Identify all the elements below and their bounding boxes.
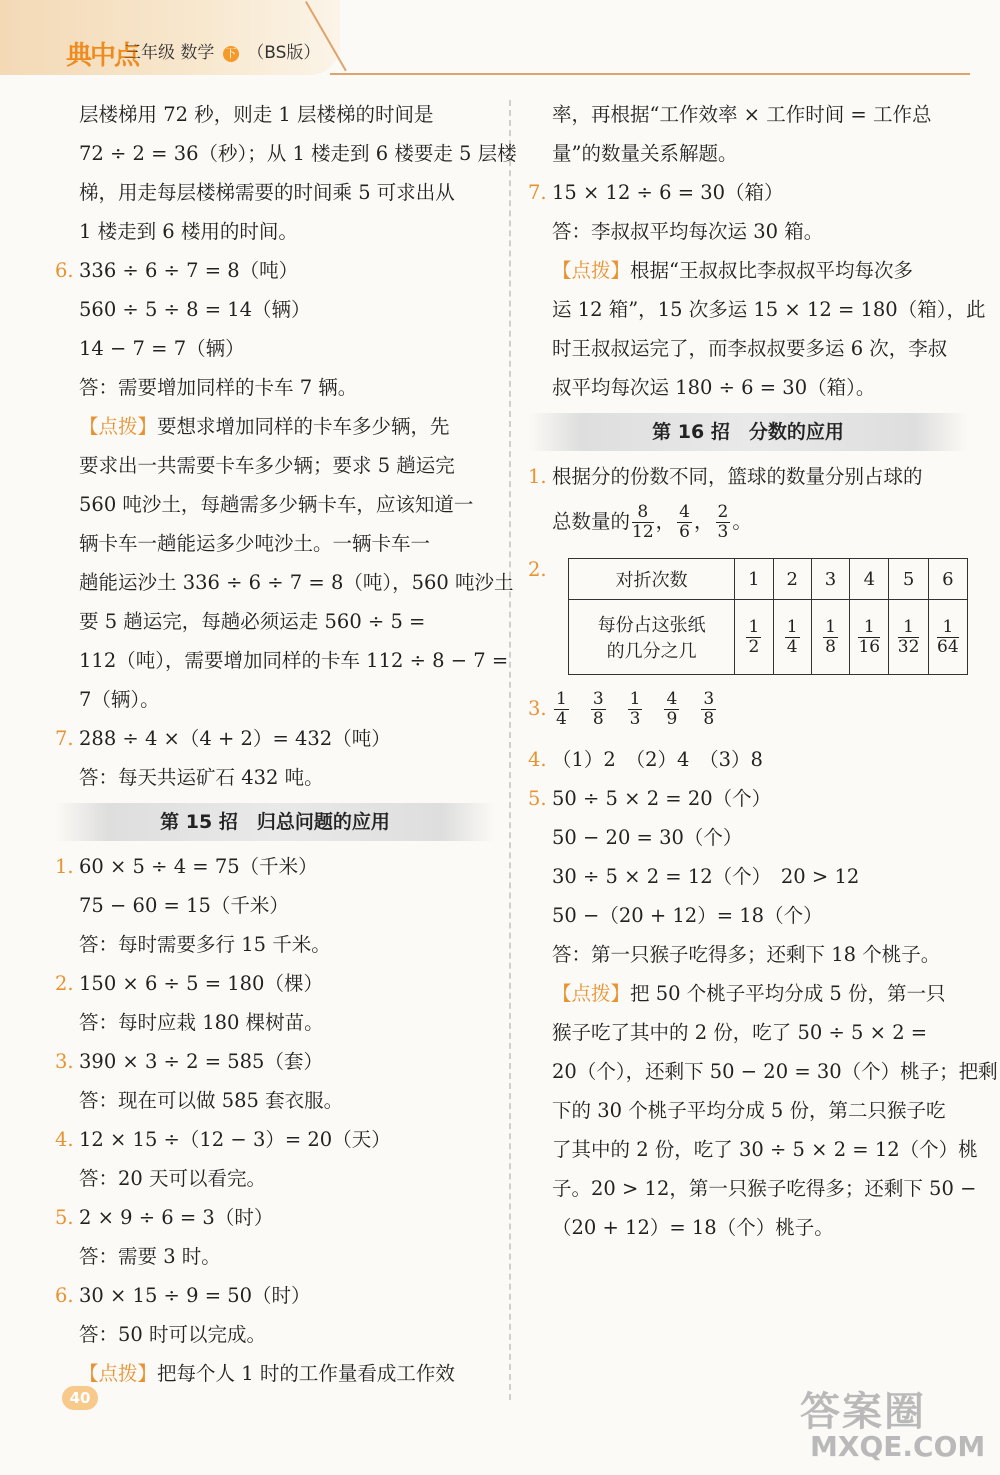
numerator: 1 bbox=[629, 689, 641, 710]
answer-item bbox=[55, 964, 495, 1003]
numerator: 1 bbox=[858, 618, 880, 638]
answer-item bbox=[528, 457, 968, 496]
item-text: 336 ÷ 6 ÷ 7 = 8（吨） bbox=[79, 259, 299, 282]
line-text: 运 12 箱”，15 次多运 15 × 12 = 180（箱），此 bbox=[552, 298, 986, 321]
text-line bbox=[55, 212, 495, 251]
count-cell: 3 bbox=[811, 559, 849, 600]
q1-fraction bbox=[677, 503, 692, 541]
text-line bbox=[528, 290, 986, 329]
book-edition: （BS版） bbox=[247, 43, 321, 63]
fraction-cell bbox=[889, 600, 928, 675]
right-bottom-block bbox=[528, 740, 998, 1247]
numerator: 1 bbox=[556, 689, 567, 710]
cell-fraction bbox=[858, 618, 880, 656]
item-number: 2. bbox=[55, 972, 74, 995]
watermark-logo: 答案圈 bbox=[800, 1389, 926, 1435]
tip-line bbox=[55, 407, 495, 446]
text-line bbox=[55, 758, 495, 797]
fold-table bbox=[568, 558, 968, 675]
cell-fraction bbox=[898, 618, 920, 656]
q2-block bbox=[528, 558, 968, 678]
text-line bbox=[55, 485, 495, 524]
fraction-cell bbox=[773, 600, 811, 675]
q1-fraction-list bbox=[630, 502, 732, 542]
line-text: 答：每时需要多行 15 千米。 bbox=[79, 933, 331, 956]
line-text: 560 吨沙土，每趟需多少辆卡车，应该知道一 bbox=[79, 493, 474, 516]
q1-pre-text: 总数量的 bbox=[552, 510, 631, 533]
q2-number: 2. bbox=[528, 558, 547, 581]
tip-label: 【点拨】 bbox=[552, 259, 631, 282]
text-line bbox=[528, 857, 968, 896]
column-divider bbox=[509, 100, 511, 1400]
line-text: 了其中的 2 份，吃了 30 ÷ 5 × 2 = 12（个）桃 bbox=[552, 1138, 978, 1161]
item-number: 6. bbox=[55, 259, 74, 282]
line-text: 要求出一共需要卡车多少辆；要求 5 趟运完 bbox=[79, 454, 455, 477]
q3-number: 3. bbox=[528, 697, 547, 720]
item-number: 6. bbox=[55, 1284, 74, 1307]
line-text: 20（个），还剩下 50 − 20 = 30（个）桃子；把剩 bbox=[552, 1060, 998, 1083]
line-text: 答：现在可以做 585 套衣服。 bbox=[79, 1089, 344, 1112]
right-top-block bbox=[528, 95, 986, 496]
item-number: 4. bbox=[55, 1128, 74, 1151]
tip-line bbox=[528, 251, 968, 290]
answer-item bbox=[55, 719, 495, 758]
denominator: 2 bbox=[748, 636, 760, 657]
line-text: 答：需要增加同样的卡车 7 辆。 bbox=[79, 376, 358, 399]
line-text: 答：李叔叔平均每次运 30 箱。 bbox=[552, 220, 824, 243]
numerator: 8 bbox=[632, 503, 654, 523]
text-line bbox=[528, 896, 968, 935]
numerator: 4 bbox=[666, 689, 678, 710]
line-text: 叔平均每次运 180 ÷ 6 = 30（箱）。 bbox=[552, 376, 876, 399]
numerator: 1 bbox=[937, 618, 959, 638]
line-text: 时王叔叔运完了，而李叔叔要多运 6 次，李叔 bbox=[552, 337, 948, 360]
item-text: 2 × 9 ÷ 6 = 3（时） bbox=[79, 1206, 274, 1229]
tip-text: 把 50 个桃子平均分成 5 份，第一只 bbox=[630, 982, 946, 1005]
line-text: 子。20 > 12，第一只猴子吃得多；还剩下 50 − bbox=[552, 1177, 977, 1200]
text-line bbox=[528, 212, 968, 251]
line-text: 梯，用走每层楼梯需要的时间乘 5 可求出从 bbox=[79, 181, 455, 204]
q3-line bbox=[528, 678, 968, 740]
line-text: 72 ÷ 2 = 36（秒）；从 1 楼走到 6 楼要走 5 层楼 bbox=[79, 142, 517, 165]
text-line bbox=[55, 602, 495, 641]
text-line bbox=[55, 563, 514, 602]
q3-fraction bbox=[628, 690, 643, 728]
item-text: 390 × 3 ÷ 2 = 585（套） bbox=[79, 1050, 323, 1073]
text-line bbox=[528, 1052, 998, 1091]
text-line bbox=[528, 818, 968, 857]
line-text: 答：第一只猴子吃得多；还剩下 18 个桃子。 bbox=[552, 943, 941, 966]
tip-label: 【点拨】 bbox=[552, 982, 631, 1005]
text-line bbox=[528, 368, 968, 407]
q3-fraction-list bbox=[528, 689, 736, 729]
item-text: （1）2 （2）4 （3）8 bbox=[552, 748, 763, 771]
section-title: 第 16 招 分数的应用 bbox=[528, 413, 968, 451]
item-number: 4. bbox=[528, 748, 547, 771]
line-text: 50 −（20 + 12）= 18（个） bbox=[552, 904, 823, 927]
count-cell: 1 bbox=[735, 559, 773, 600]
header-rule bbox=[330, 73, 970, 75]
fraction-head-line-1: 每份占这张纸 bbox=[597, 615, 706, 636]
denominator: 32 bbox=[897, 636, 920, 657]
fraction-cell bbox=[735, 600, 773, 675]
item-text: 50 ÷ 5 × 2 = 20（个） bbox=[552, 787, 772, 810]
fold-table-head-count: 对折次数 bbox=[569, 559, 735, 600]
item-number: 1. bbox=[528, 465, 547, 488]
denominator: 8 bbox=[825, 636, 836, 657]
item-number: 7. bbox=[55, 727, 74, 750]
numerator: 1 bbox=[825, 616, 836, 637]
tip-text: 要想求增加同样的卡车多少辆，先 bbox=[157, 415, 450, 438]
numerator: 1 bbox=[786, 616, 798, 637]
count-cell: 5 bbox=[889, 559, 928, 600]
text-line bbox=[55, 95, 495, 134]
denominator: 9 bbox=[666, 709, 678, 729]
text-line bbox=[528, 95, 968, 134]
text-line bbox=[55, 1159, 495, 1198]
denominator: 8 bbox=[703, 709, 715, 729]
item-text: 288 ÷ 4 ×（4 + 2）= 432（吨） bbox=[79, 727, 391, 750]
q1-fraction bbox=[632, 503, 654, 541]
text-line bbox=[55, 290, 495, 329]
q3-fraction bbox=[591, 690, 606, 728]
tip-line bbox=[55, 1354, 495, 1393]
tip-text: 根据“王叔叔比李叔叔平均每次多 bbox=[630, 259, 913, 282]
line-text: 答：20 天可以看完。 bbox=[79, 1167, 267, 1190]
text-line bbox=[55, 446, 495, 485]
denominator: 3 bbox=[629, 709, 641, 729]
fold-table-row-fraction bbox=[569, 600, 968, 675]
item-text: 15 × 12 ÷ 6 = 30（箱） bbox=[552, 181, 784, 204]
line-text: 猴子吃了其中的 2 份，吃了 50 ÷ 5 × 2 = bbox=[552, 1021, 928, 1044]
line-text: 量”的数量关系解题。 bbox=[552, 142, 738, 165]
item-text: 30 × 15 ÷ 9 = 50（时） bbox=[79, 1284, 311, 1307]
text-line bbox=[55, 1315, 495, 1354]
denominator: 4 bbox=[786, 636, 798, 657]
fraction-cell bbox=[850, 600, 889, 675]
book-title-text: 三年级 数学 bbox=[124, 43, 215, 63]
watermark-url: MXQE.COM bbox=[810, 1430, 986, 1463]
text-line bbox=[55, 641, 509, 680]
fraction-head-line-2: 的几分之几 bbox=[606, 641, 697, 662]
item-number: 7. bbox=[528, 181, 547, 204]
q1-end-text: 。 bbox=[732, 510, 752, 533]
right-column bbox=[528, 95, 998, 1247]
answer-item bbox=[528, 173, 968, 212]
count-cell: 6 bbox=[928, 559, 967, 600]
section-title: 第 15 招 归总问题的应用 bbox=[55, 803, 495, 841]
item-text: 150 × 6 ÷ 5 = 180（棵） bbox=[79, 972, 323, 995]
q1-fraction bbox=[716, 503, 731, 541]
line-text: 答：50 时可以完成。 bbox=[79, 1323, 267, 1346]
q3-fraction bbox=[701, 690, 716, 728]
item-number: 3. bbox=[55, 1050, 74, 1073]
text-line bbox=[55, 173, 495, 212]
text-line bbox=[528, 1169, 977, 1208]
text-line bbox=[55, 134, 517, 173]
line-text: 75 − 60 = 15（千米） bbox=[79, 894, 289, 917]
line-text: （20 + 12）= 18（个）桃子。 bbox=[552, 1216, 834, 1239]
text-line bbox=[528, 329, 968, 368]
denominator: 6 bbox=[679, 522, 690, 542]
text-line bbox=[528, 1091, 968, 1130]
fold-table-row-count bbox=[569, 559, 968, 600]
tip-label: 【点拨】 bbox=[79, 415, 158, 438]
answer-item bbox=[55, 1120, 495, 1159]
line-text: 答：每天共运矿石 432 吨。 bbox=[79, 766, 324, 789]
fraction-separator: ， bbox=[694, 510, 714, 533]
text-line bbox=[55, 524, 495, 563]
q3-fraction bbox=[554, 690, 569, 728]
line-text: 答：每时应栽 180 棵树苗。 bbox=[79, 1011, 324, 1034]
line-text: 率，再根据“工作效率 × 工作时间 = 工作总 bbox=[552, 103, 932, 126]
text-line bbox=[55, 886, 495, 925]
fraction-cell bbox=[928, 600, 967, 675]
text-line bbox=[55, 1081, 495, 1120]
edition-mark: 下 bbox=[223, 46, 239, 62]
line-text: 下的 30 个桃子平均分成 5 份，第二只猴子吃 bbox=[552, 1099, 946, 1122]
denominator: 8 bbox=[592, 709, 604, 729]
page-number: 40 bbox=[62, 1386, 98, 1410]
answer-item bbox=[528, 779, 968, 818]
brand-logo: 典中点 bbox=[66, 41, 139, 71]
answer-item bbox=[55, 847, 495, 886]
denominator: 64 bbox=[937, 636, 959, 657]
text-line bbox=[55, 680, 495, 719]
text-line bbox=[55, 368, 495, 407]
denominator: 3 bbox=[717, 522, 729, 542]
line-text: 1 楼走到 6 楼用的时间。 bbox=[79, 220, 298, 243]
line-text: 50 − 20 = 30（个） bbox=[552, 826, 743, 849]
answer-item bbox=[55, 1276, 495, 1315]
answer-item bbox=[55, 1198, 495, 1237]
count-cell: 2 bbox=[773, 559, 811, 600]
numerator: 3 bbox=[703, 689, 715, 710]
cell-fraction bbox=[937, 618, 959, 656]
item-text: 60 × 5 ÷ 4 = 75（千米） bbox=[79, 855, 318, 878]
line-text: 趟能运沙土 336 ÷ 6 ÷ 7 = 8（吨），560 吨沙土 bbox=[79, 571, 514, 594]
numerator: 2 bbox=[717, 502, 729, 523]
answer-item bbox=[55, 1042, 495, 1081]
count-cell: 4 bbox=[850, 559, 889, 600]
q1-fractions-line bbox=[528, 496, 968, 548]
text-line bbox=[528, 1013, 968, 1052]
line-text: 7（辆）。 bbox=[79, 688, 160, 711]
line-text: 14 − 7 = 7（辆） bbox=[79, 337, 245, 360]
tip-label: 【点拨】 bbox=[79, 1362, 158, 1385]
text-line bbox=[55, 925, 495, 964]
cell-fraction bbox=[785, 618, 800, 656]
text-line bbox=[528, 1130, 978, 1169]
line-text: 112（吨），需要增加同样的卡车 112 ÷ 8 − 7 = bbox=[79, 649, 509, 672]
line-text: 要 5 趟运完，每趟必须运走 560 ÷ 5 = bbox=[79, 610, 426, 633]
denominator: 4 bbox=[556, 709, 567, 729]
answer-item bbox=[528, 740, 968, 779]
line-text: 辆卡车一趟能运多少吨沙土。一辆卡车一 bbox=[79, 532, 431, 555]
tip-text: 把每个人 1 时的工作量看成工作效 bbox=[157, 1362, 455, 1385]
left-column bbox=[55, 95, 517, 1393]
line-text: 答：需要 3 时。 bbox=[79, 1245, 221, 1268]
fold-table-head-fraction bbox=[569, 600, 735, 675]
fraction-cell bbox=[811, 600, 849, 675]
numerator: 4 bbox=[679, 502, 690, 523]
item-number: 5. bbox=[528, 787, 547, 810]
text-line bbox=[55, 1003, 495, 1042]
denominator: 12 bbox=[632, 522, 654, 542]
line-text: 层楼梯用 72 秒，则走 1 层楼梯的时间是 bbox=[79, 103, 434, 126]
line-text: 560 ÷ 5 ÷ 8 = 14（辆） bbox=[79, 298, 311, 321]
numerator: 3 bbox=[592, 689, 604, 710]
book-title bbox=[124, 38, 320, 63]
page-header bbox=[0, 0, 1000, 85]
item-number: 1. bbox=[55, 855, 74, 878]
cell-fraction bbox=[823, 618, 838, 656]
text-line bbox=[55, 329, 495, 368]
line-text: 30 ÷ 5 × 2 = 12（个） 20 > 12 bbox=[552, 865, 860, 888]
denominator: 16 bbox=[858, 636, 881, 657]
q3-fraction bbox=[664, 690, 679, 728]
item-number: 5. bbox=[55, 1206, 74, 1229]
cell-fraction bbox=[746, 618, 761, 656]
tip-line bbox=[528, 974, 968, 1013]
answer-item bbox=[55, 251, 495, 290]
numerator: 1 bbox=[898, 618, 920, 638]
text-line bbox=[528, 134, 968, 173]
text-line bbox=[55, 1237, 495, 1276]
text-line bbox=[528, 935, 968, 974]
numerator: 1 bbox=[748, 616, 760, 637]
fraction-separator: ， bbox=[655, 510, 676, 533]
item-text: 12 × 15 ÷（12 − 3）= 20（天） bbox=[79, 1128, 391, 1151]
text-line bbox=[528, 1208, 968, 1247]
item-text: 根据分的份数不同，篮球的数量分别占球的 bbox=[552, 465, 923, 488]
